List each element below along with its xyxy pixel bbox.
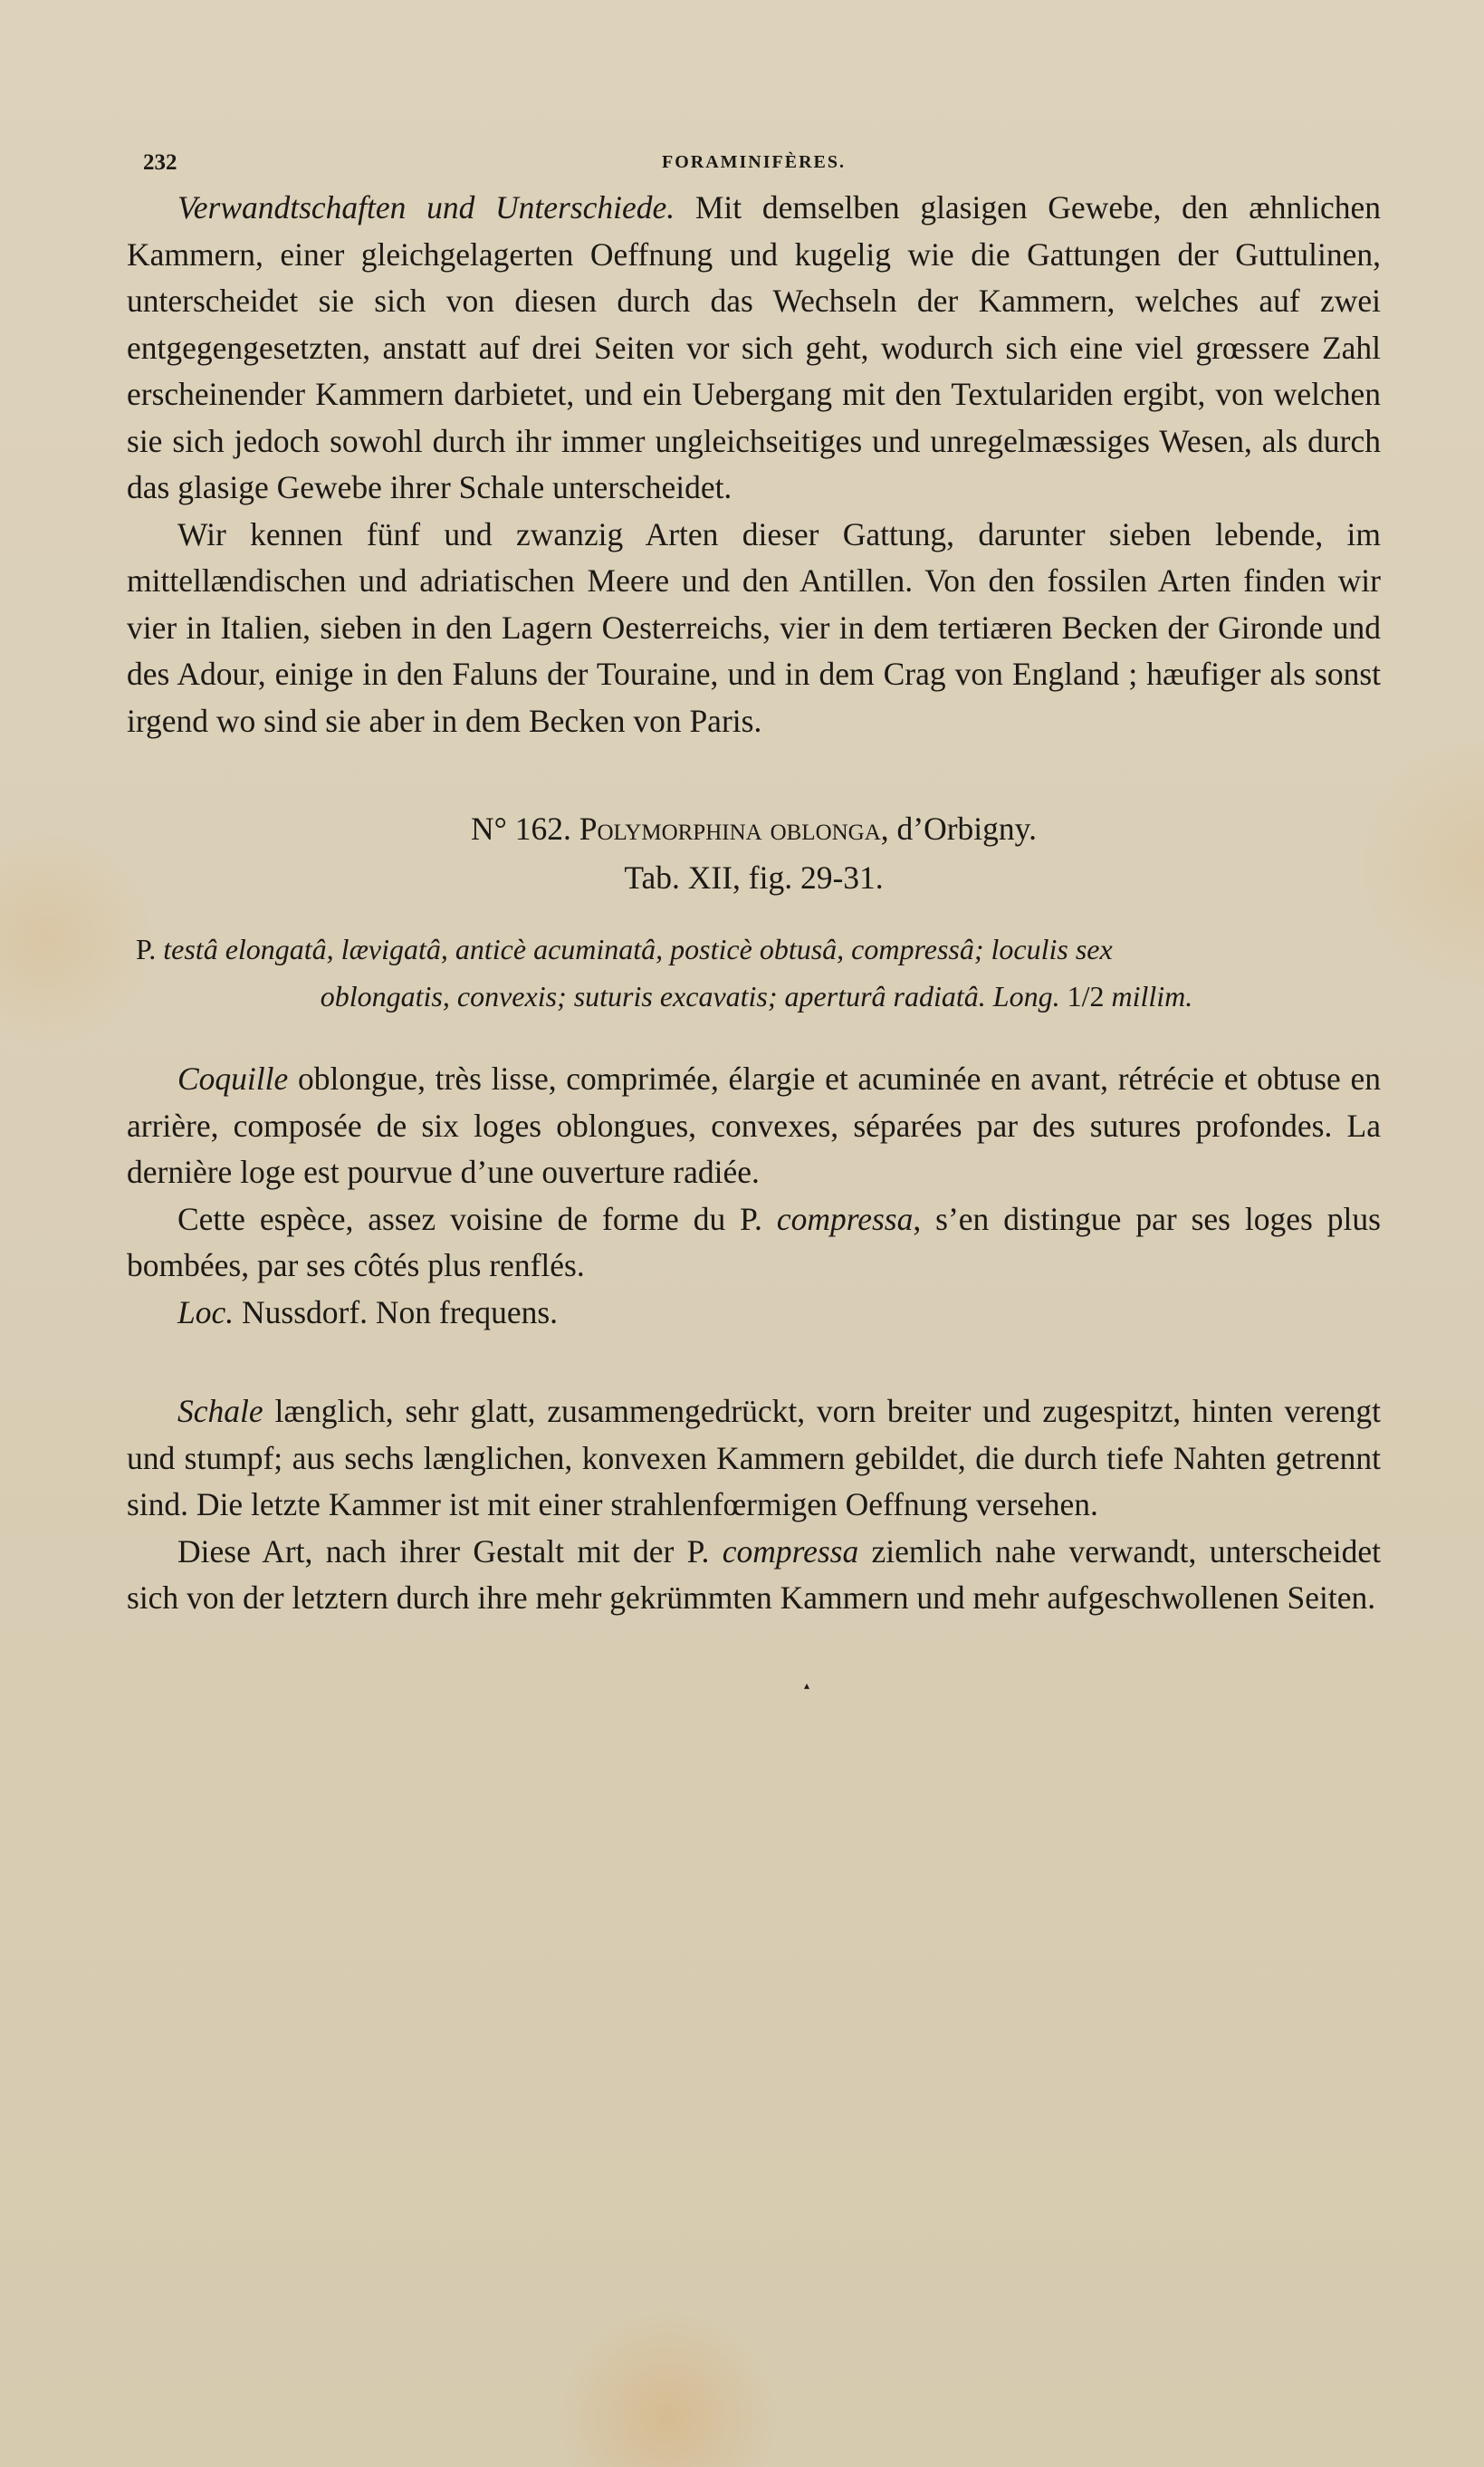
french-text-1: oblongue, très lisse, comprimée, élargie et acuminée en avant, rétrécie et obtuse en arrière, composée de six loges oblongues, convexes, séparées par des sutures profondes. La dernière loge est pourvue d’une ouverture radiée. bbox=[127, 1061, 1381, 1190]
french-text-2b: , s’en distingue par ses loges plus bombées, par ses côtés plus renflés. bbox=[127, 1200, 1381, 1283]
latin-diagnosis bbox=[127, 926, 1381, 1020]
french-species-ref: compressa bbox=[776, 1200, 914, 1237]
diagnosis-measure: 1/2 bbox=[1059, 980, 1112, 1013]
diagnosis-genus: P. bbox=[136, 933, 157, 965]
diagnosis-line-2-wrap bbox=[136, 973, 1377, 1020]
german-description bbox=[127, 1388, 1381, 1622]
french-paragraph-1 bbox=[127, 1056, 1381, 1196]
running-head bbox=[127, 145, 1381, 185]
page-number: 232 bbox=[143, 150, 177, 175]
german-paragraph-1 bbox=[127, 1388, 1381, 1529]
species-name: Polymorphina oblonga bbox=[579, 811, 881, 847]
french-text-2a: Cette espèce, assez voisine de forme du P. bbox=[177, 1200, 777, 1237]
german-text-1: længlich, sehr glatt, zusammengedrückt, vorn breiter und zugespitzt, hinten verengt und stumpf; aus sechs længlichen, konvexen Kammern gebildet, die durch tiefe Nahten getrennt sind. Die letzte Kammer ist mit einer strahlenfœrmigen Oeffnung versehen. bbox=[127, 1393, 1381, 1522]
diagnosis-line-2: oblongatis, convexis; suturis excavatis; aperturâ radiatâ. Long. bbox=[320, 980, 1060, 1013]
species-heading bbox=[127, 804, 1381, 902]
species-title-line bbox=[127, 804, 1381, 853]
genus-discussion bbox=[127, 185, 1381, 744]
species-author: , d’Orbigny. bbox=[880, 811, 1037, 847]
plate-reference: Tab. XII, fig. 29-31. bbox=[624, 859, 884, 896]
relationships-heading: Verwandtschaften und Unterschiede. bbox=[177, 189, 675, 226]
locality-text: Nussdorf. Non frequens. bbox=[234, 1293, 559, 1330]
german-species-ref: compressa bbox=[722, 1532, 859, 1569]
locality-label: Loc. bbox=[177, 1293, 235, 1330]
diagnosis-unit: millim. bbox=[1111, 980, 1193, 1013]
german-lead: Schale bbox=[177, 1393, 263, 1429]
print-mark: ▴ bbox=[804, 1679, 810, 1692]
french-locality bbox=[127, 1290, 1381, 1337]
relationships-text: Mit demselben glasigen Gewebe, den æhnlichen Kammern, einer gleichgelagerten Oeffnung und kugelig wie die Gattungen der Guttulinen, unterscheidet sie sich von diesen durch das Wechseln der Kammern, welches auf zwei entgegengesetzten, anstatt auf drei Seiten vor sich geht, wodurch sich eine viel grœssere Zahl erscheinender Kammern darbietet, und ein Uebergang mit den Textulariden ergibt, von welchen sie sich jedoch sowohl durch ihr immer ungleichseitiges und unregelmæssiges Wesen, als durch das glasige Gewebe ihrer Schale unterscheidet. bbox=[127, 189, 1381, 505]
french-paragraph-2 bbox=[127, 1196, 1381, 1290]
german-paragraph-2 bbox=[127, 1529, 1381, 1622]
french-description bbox=[127, 1056, 1381, 1336]
species-number: N° 162. bbox=[471, 811, 571, 847]
french-lead: Coquille bbox=[177, 1061, 289, 1097]
diagnosis-line-1: testâ elongatâ, lævigatâ, anticè acuminatâ, posticè obtusâ, compressâ; loculis sex bbox=[156, 933, 1113, 965]
german-text-2a: Diese Art, nach ihrer Gestalt mit der P. bbox=[177, 1532, 723, 1569]
page bbox=[127, 145, 1381, 2391]
relationships-paragraph bbox=[127, 185, 1381, 512]
running-title: FORAMINIFÈRES. bbox=[661, 152, 846, 172]
german-text-2b: ziemlich nahe verwandt, unterscheidet sich von der letztern durch ihre mehr gekrümmten Kammern und mehr aufgeschwollenen Seiten. bbox=[127, 1532, 1382, 1616]
distribution-paragraph: Wir kennen fünf und zwanzig Arten dieser Gattung, darunter sieben lebende, im mittellændischen und adriatischen Meere und den Antillen. Von den fossilen Arten finden wir vier in Italien, sieben in den Lagern Oesterreichs, vier in dem tertiæren Becken der Gironde und des Adour, einige in den Faluns der Touraine, und in dem Crag von England ; hæufiger als sonst irgend wo sind sie aber in dem Becken von Paris. bbox=[127, 515, 1381, 739]
